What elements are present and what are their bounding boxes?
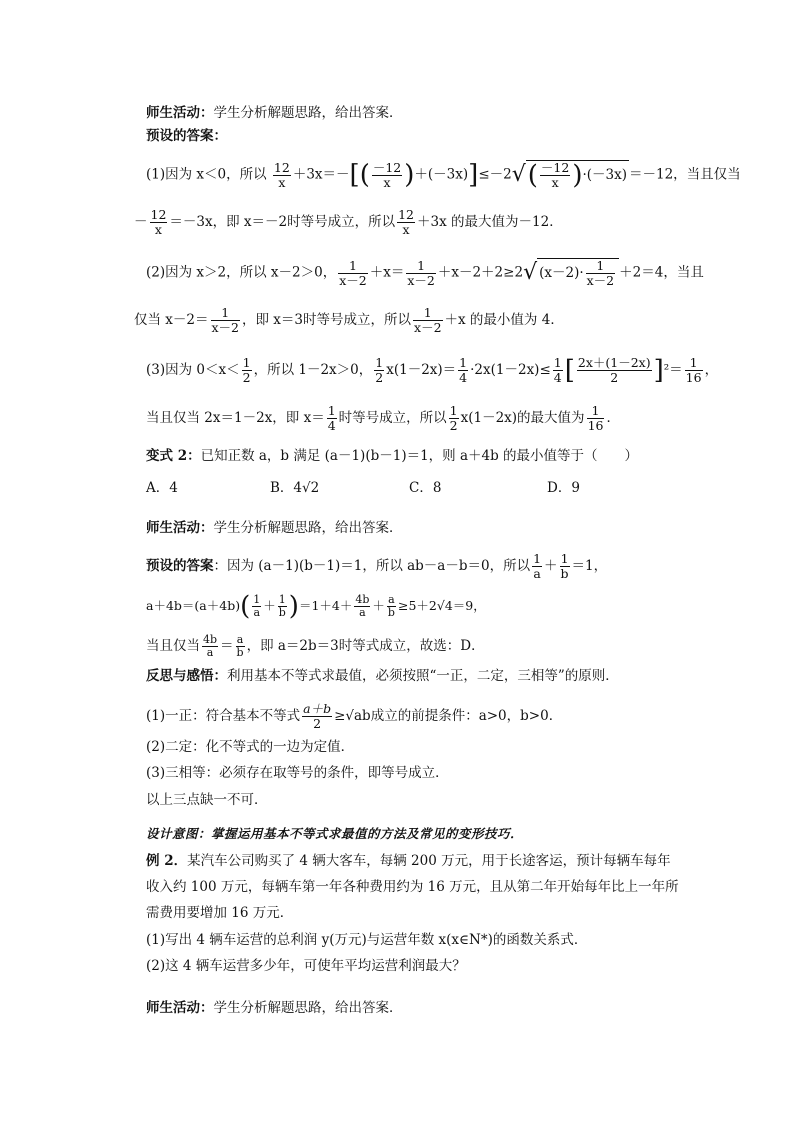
fraction: $\frac{1}{a}$ bbox=[533, 551, 542, 581]
fraction: $\frac{a+b}{2}$ bbox=[303, 701, 332, 731]
text: 学生分析解题思路，给出答案． bbox=[213, 105, 403, 121]
fraction: $\frac{4b}{a}$ bbox=[203, 633, 218, 659]
option-a: A．4 bbox=[146, 480, 178, 496]
question-2: (2)这 4 辆车运营多少年，可使年平均运营利润最大？ bbox=[146, 958, 466, 974]
reflection-paragraph: 反思与感悟：利用基本不等式求最值，必须按照“一正，二定，三相等”的原则． bbox=[146, 668, 619, 684]
example-2-line-3: 需费用要增加 16 万元． bbox=[146, 905, 294, 921]
example-2-line-1: 例 2．某汽车公司购买了 4 辆大客车，每辆 200 万元，用于长途客运，预计每辆车每年 bbox=[146, 853, 671, 869]
paragraph-teacher-activity-3: 师生活动：学生分析解题思路，给出答案． bbox=[146, 1000, 403, 1016]
label: 师生活动： bbox=[146, 105, 214, 121]
fraction: $\frac{12}{x}$ bbox=[150, 207, 167, 237]
equation-line: a＋4b＝(a＋4b)( $\frac{1}{a}$ ＋ $\frac{1}{b}$ )＝1＋4＋ $\frac{4b}{a}$ ＋ $\frac{a}{b}$ ≥5＋2√4＝9， bbox=[146, 591, 486, 622]
summary-line: 以上三点缺一不可． bbox=[146, 792, 268, 808]
fraction: $\frac{12}{x}$ bbox=[398, 207, 415, 237]
fraction: $\frac{1}{2}$ bbox=[242, 355, 251, 385]
fraction: $\frac{1}{a}$ bbox=[253, 593, 261, 619]
fraction: $\frac{1}{4}$ bbox=[327, 403, 336, 433]
fraction: $\frac{1}{x-2}$ bbox=[407, 257, 435, 288]
text: ＋3x＝－ bbox=[292, 166, 350, 183]
text: (1)因为 x＜0，所以 bbox=[146, 166, 267, 183]
square-root: √ (x－2)· $\frac{1}{x-2}$ bbox=[523, 258, 619, 288]
solution-3-line-a: (3)因为 0＜x＜ $\frac{1}{2}$ ，所以 1－2x＞0， $\frac{1}{2}$ x(1－2x)＝ $\frac{1}{4}$ ·2x(1－2x)≤ $\frac{1}{4}$ [ $\frac{2x+(1-2x)}{2}$ ]²＝ $\frac{1}{16}$ ， bbox=[146, 355, 719, 386]
fraction: $\frac{1}{4}$ bbox=[459, 355, 468, 385]
fraction: $\frac{4b}{a}$ bbox=[355, 593, 370, 619]
equality-condition-line: 当且仅当 $\frac{4b}{a}$ ＝ $\frac{a}{b}$ ，即 a＝2b＝3时等式成立，故选：D． bbox=[146, 633, 485, 659]
fraction: $\frac{1}{x-2}$ bbox=[414, 305, 442, 335]
text: ＋(－3x) bbox=[414, 166, 469, 183]
fraction: $\frac{1}{b}$ bbox=[278, 593, 286, 619]
option-b: B．4√2 bbox=[270, 480, 320, 496]
point-3-equal: (3)三相等：必须存在取等号的条件，即等号成立． bbox=[146, 765, 449, 781]
fraction: $\frac{12}{x}$ bbox=[273, 159, 290, 190]
solution-1-line-b: － $\frac{12}{x}$ ＝－3x，即 x＝－2时等号成立，所以 $\frac{12}{x}$ ＋3x 的最大值为－12． bbox=[134, 207, 563, 237]
fraction: $\frac{1}{4}$ bbox=[553, 355, 562, 385]
fraction: $\frac{1}{b}$ bbox=[560, 551, 569, 581]
solution-2-line-b: 仅当 x－2＝ $\frac{1}{x-2}$ ，即 x＝3时等号成立，所以 $\frac{1}{x-2}$ ＋x 的最小值为 4． bbox=[134, 305, 564, 335]
fraction: $\frac{1}{16}$ bbox=[587, 403, 604, 433]
question-1: (1)写出 4 辆车运营的总利润 y(万元)与运营年数 x(x∈N*)的函数关系式． bbox=[146, 932, 588, 948]
text: ＝－12，当且仅当 bbox=[629, 166, 741, 183]
solution-3-line-b: 当且仅当 2x＝1－2x，即 x＝ $\frac{1}{4}$ 时等号成立，所以 $\frac{1}{2}$ x(1－2x)的最大值为 $\frac{1}{16}$ ． bbox=[146, 403, 620, 433]
example-2-line-2: 收入约 100 万元，每辆车第一年各种费用约为 16 万元，且从第二年开始每年比上一年所 bbox=[146, 879, 679, 895]
variant-2-question: 变式 2：已知正数 a，b 满足 (a－1)(b－1)＝1，则 a＋4b 的最小值等于（ ） bbox=[146, 448, 639, 464]
fraction: $\frac{1}{16}$ bbox=[685, 355, 702, 385]
square-root: √( $\frac{-12}{x}$ )·(－3x) bbox=[511, 160, 627, 191]
fraction: $\frac{a}{b}$ bbox=[236, 633, 244, 659]
fraction: $\frac{1}{2}$ bbox=[449, 403, 458, 433]
option-c: C．8 bbox=[409, 480, 442, 496]
fraction: $\frac{2x+(1-2x)}{2}$ bbox=[577, 355, 651, 385]
solution-2-line-a: (2)因为 x＞2，所以 x－2＞0， $\frac{1}{x-2}$ ＋x＝ $\frac{1}{x-2}$ ＋x－2＋2≥2√ (x－2)· $\frac{1}{x-2}$ ＋2＝4，当且 bbox=[146, 257, 704, 288]
paragraph-teacher-activity-1 bbox=[146, 103, 403, 123]
fraction: $\frac{1}{2}$ bbox=[375, 355, 384, 385]
option-d: D．9 bbox=[547, 480, 580, 496]
point-1-positive: (1)一正：符合基本不等式 $\frac{a+b}{2}$ ≥√ab成立的前提条件：a>0，b>0． bbox=[146, 701, 563, 731]
text: ≤－2 bbox=[478, 166, 512, 183]
design-intent: 设计意图：掌握运用基本不等式求最值的方法及常见的变形技巧． bbox=[146, 826, 524, 841]
heading-preset-answer: 预设的答案： bbox=[146, 128, 227, 144]
point-2-fixed: (2)二定：化不等式的一边为定值． bbox=[146, 739, 355, 755]
fraction: $\frac{a}{b}$ bbox=[387, 593, 395, 619]
fraction: $\frac{1}{x-2}$ bbox=[339, 257, 367, 288]
paragraph-teacher-activity-2: 师生活动：学生分析解题思路，给出答案． bbox=[146, 520, 403, 536]
solution-1-line-a: (1)因为 x＜0，所以 $\frac{12}{x}$ ＋3x＝－[( $\frac{-12}{x}$ )＋(－3x)]≤－2√( $\frac{-12}{x}$ )·(－3x) ＝－12，当且仅当 bbox=[146, 159, 741, 191]
fraction: $\frac{1}{x-2}$ bbox=[211, 305, 240, 335]
preset-answer-line: 预设的答案：因为 (a－1)(b－1)＝1，所以 ab－a－b＝0，所以 $\frac{1}{a}$ ＋ $\frac{1}{b}$ ＝1， bbox=[146, 551, 608, 581]
fraction: $\frac{-12}{x}$ bbox=[372, 159, 402, 190]
